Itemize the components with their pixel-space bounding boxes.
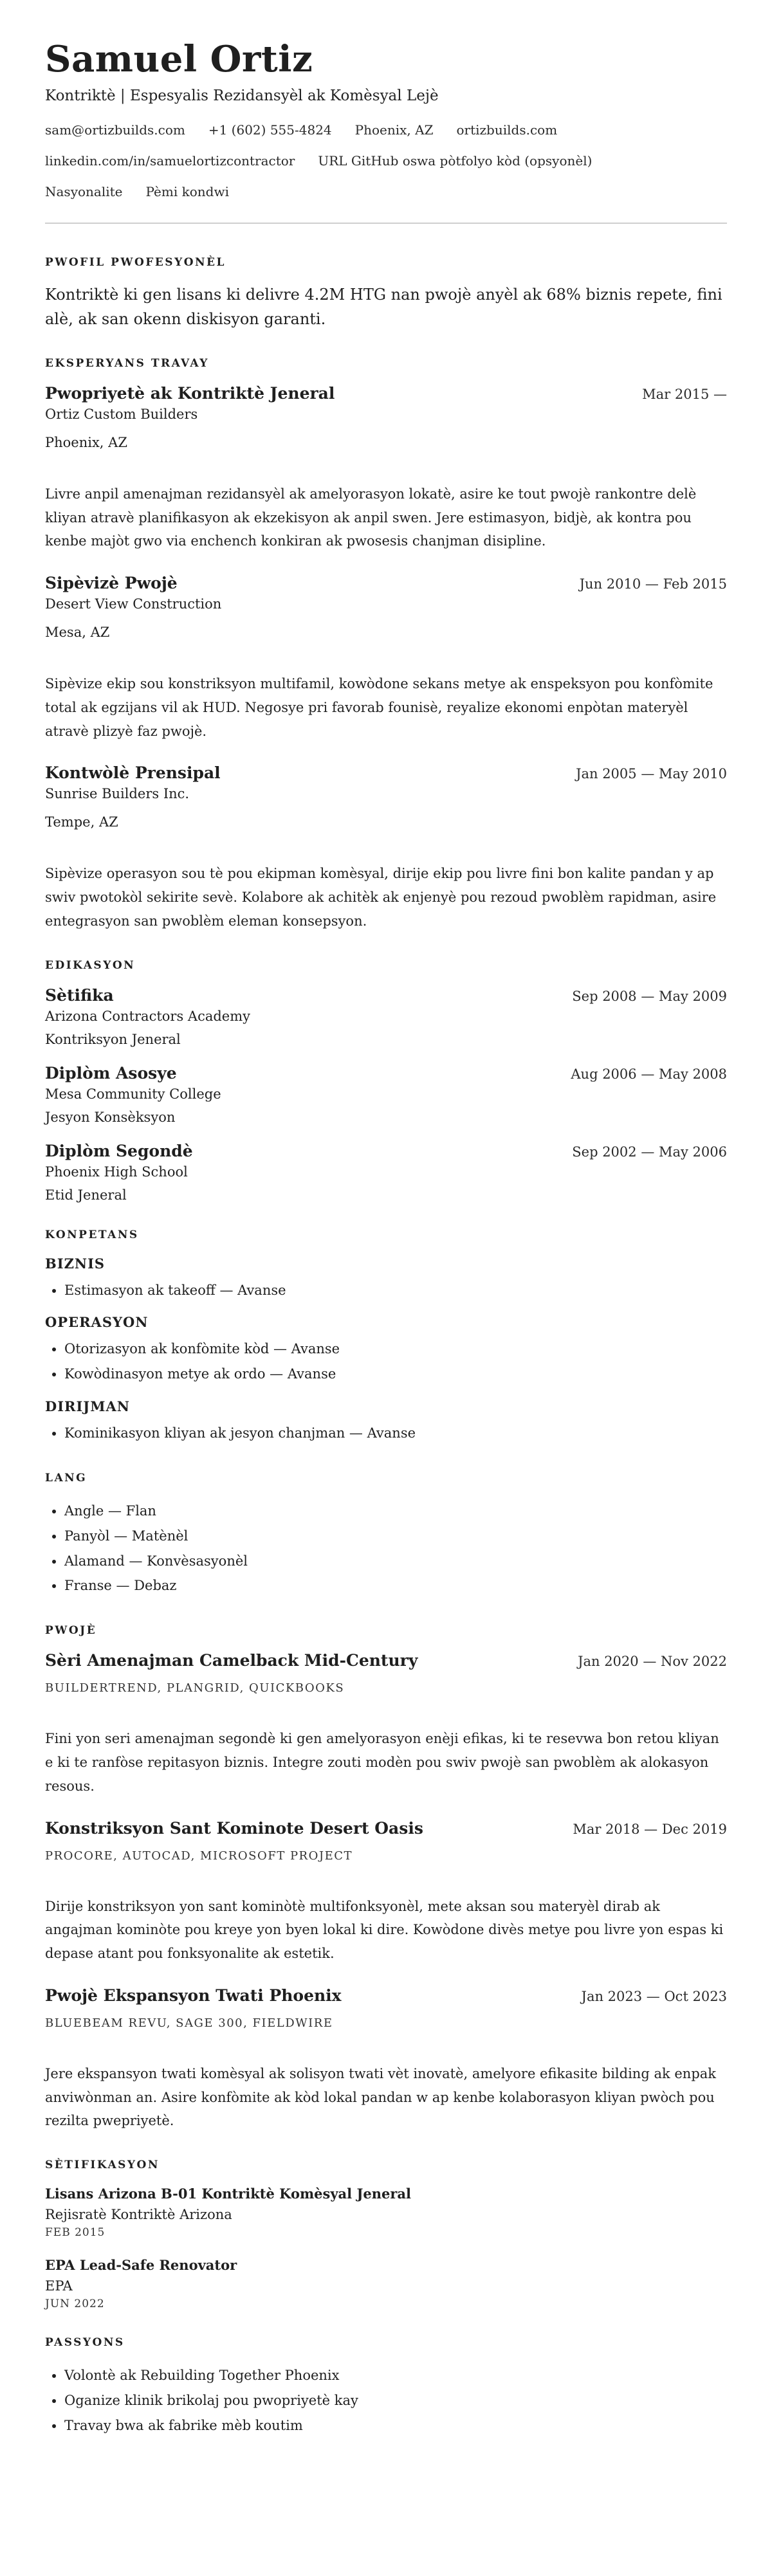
degree: Diplòm Asosye xyxy=(45,1063,177,1082)
summary-title: PWOFIL PWOFESYONÈL xyxy=(45,256,226,269)
header-divider xyxy=(45,223,727,224)
headline: Kontriktè | Espesyalis Rezidansyèl ak Komèsyal Lejè xyxy=(45,87,439,105)
email-link[interactable]: sam@ortizbuilds.com xyxy=(45,122,185,138)
passion-item: • Oganize klinik brikolaj pou pwopriyetè kay xyxy=(64,2388,727,2413)
project-dates: Mar 2018 — Dec 2019 xyxy=(573,1821,727,1837)
job-role: Kontwòlè Prensipal xyxy=(45,763,221,783)
job-dates: Mar 2015 — xyxy=(642,386,727,402)
skill-list xyxy=(45,1421,727,1446)
education-section xyxy=(45,959,727,1203)
skill-list xyxy=(45,1278,727,1303)
portfolio-link[interactable]: URL GitHub oswa pòtfolyo kòd (opsyonèl) xyxy=(318,153,593,169)
school: Phoenix High School xyxy=(45,1164,188,1180)
project-description: Jere ekspansyon twati komèsyal ak solisyon twati vèt inovatè, amelyore efikasite bilding ak enpak anviwònman an. Asire konfòmite ak kòd lokal pandan w ap kenbe kolaborasyon kliyan pwòch pou rezilta pwepriyetè. xyxy=(45,2065,717,2129)
projects-title: PWOJÈ xyxy=(45,1624,97,1638)
certification-item xyxy=(45,2257,727,2310)
language-item: • Angle — Flan xyxy=(64,1499,727,1524)
language-item: • Franse — Debaz xyxy=(64,1573,727,1598)
job-location: Phoenix, AZ xyxy=(45,434,127,450)
experience-section xyxy=(45,357,727,933)
field-of-study: Kontriksyon Jeneral xyxy=(45,1031,181,1047)
skill-item: • Estimasyon ak takeoff — Avanse xyxy=(64,1278,727,1303)
education-dates: Sep 2008 — May 2009 xyxy=(572,988,727,1004)
education-dates: Sep 2002 — May 2006 xyxy=(572,1144,727,1160)
passion-item: • Travay bwa ak fabrike mèb koutim xyxy=(64,2413,727,2438)
projects-section xyxy=(45,1624,727,2133)
skill-item: • Kominikasyon kliyan ak jesyon chanjman — Avanse xyxy=(64,1421,727,1446)
project-name: Pwojè Ekspansyon Twati Phoenix xyxy=(45,1986,342,2005)
skills-title: KONPETANS xyxy=(45,1228,139,1241)
skill-group-title: BIZNIS xyxy=(45,1255,106,1272)
candidate-name: Samuel Ortiz xyxy=(45,38,313,80)
job-dates: Jan 2005 — May 2010 xyxy=(576,766,727,782)
project-tech: PROCORE, AUTOCAD, MICROSOFT PROJECT xyxy=(45,1849,353,1863)
certification-date: JUN 2022 xyxy=(45,2297,105,2311)
languages-title: LANG xyxy=(45,1471,87,1484)
skill-list xyxy=(45,1337,727,1387)
skill-group-title: OPERASYON xyxy=(45,1314,149,1331)
skill-group-title: DIRIJMAN xyxy=(45,1398,130,1415)
experience-title: EKSPERYANS TRAVAY xyxy=(45,356,209,370)
field-of-study: Jesyon Konsèksyon xyxy=(45,1109,176,1125)
contact-row-1 xyxy=(45,122,727,138)
linkedin-link[interactable]: linkedin.com/in/samuelortizcontractor xyxy=(45,153,295,169)
certification-date: FEB 2015 xyxy=(45,2226,106,2240)
education-item xyxy=(45,1142,727,1203)
summary-text: Kontriktè ki gen lisans ki delivre 4.2M HTG nan pwojè anyèl ak 68% biznis repete, fini alè, ak san okenn diskisyon garanti. xyxy=(45,286,722,328)
passion-item: • Volontè ak Rebuilding Together Phoenix xyxy=(64,2363,727,2388)
contact-row-2 xyxy=(45,153,727,169)
education-title: EDIKASYON xyxy=(45,958,136,972)
job-company: Ortiz Custom Builders xyxy=(45,406,198,422)
summary-section xyxy=(45,256,727,331)
job-company: Sunrise Builders Inc. xyxy=(45,786,190,802)
language-list xyxy=(45,1499,727,1598)
project-name: Sèri Amenajman Camelback Mid-Century xyxy=(45,1651,418,1670)
phone-number[interactable]: +1 (602) 555-4824 xyxy=(208,122,332,138)
job-description: Sipèvize ekip sou konstriksyon multifamil, kowòdone sekans metye ak enspeksyon pou konfòmite total ak egzijans vil ak HUD. Negosye pri favorab founisè, reyalize ekonomi enpòtan materyèl atravè plizyè faz pwojè. xyxy=(45,676,713,739)
resume-header xyxy=(45,39,727,199)
project-item xyxy=(45,1651,727,1798)
job-description: Sipèvize operasyon sou tè pou ekipman komèsyal, dirije ekip pou livre fini bon kalite pandan y ap swiv pwotokòl sekirite sevè. Kolabore ak achitèk ak enjenyè pou rezoud pwoblèm rapidman, asire entegrasyon san pwoblèm eleman konsepsyon. xyxy=(45,866,717,929)
field-of-study: Etid Jeneral xyxy=(45,1187,127,1203)
skill-item: • Otorizasyon ak konfòmite kòd — Avanse xyxy=(64,1337,727,1362)
language-item: • Alamand — Konvèsasyonèl xyxy=(64,1549,727,1574)
degree: Diplòm Segondè xyxy=(45,1141,193,1160)
project-dates: Jan 2020 — Nov 2022 xyxy=(578,1654,727,1670)
project-item xyxy=(45,1819,727,1966)
project-description: Dirije konstriksyon yon sant kominòtè multifonksyonèl, mete aksan sou materyèl dirab ak angajman kominòte pou kreye yon byen lokal ki dire. Kowòdone divès metye pou livre yon espas ki depase atant pou fonksyonalite ak estetik. xyxy=(45,1898,724,1962)
website-link[interactable]: ortizbuilds.com xyxy=(456,122,558,138)
certifications-section xyxy=(45,2159,727,2310)
job-dates: Jun 2010 — Feb 2015 xyxy=(579,576,727,592)
drivers-license: Pèmi kondwi xyxy=(145,184,229,200)
passions-section xyxy=(45,2336,727,2438)
education-dates: Aug 2006 — May 2008 xyxy=(571,1066,727,1082)
project-name: Konstriksyon Sant Kominote Desert Oasis xyxy=(45,1818,423,1838)
project-dates: Jan 2023 — Oct 2023 xyxy=(581,1988,727,2004)
education-item xyxy=(45,1064,727,1125)
project-tech: BUILDERTREND, PLANGRID, QUICKBOOKS xyxy=(45,1681,345,1695)
degree: Sètifika xyxy=(45,985,114,1005)
nationality: Nasyonalite xyxy=(45,184,123,200)
certification-issuer: EPA xyxy=(45,2278,73,2294)
job-location: Mesa, AZ xyxy=(45,625,110,641)
job-role: Pwopriyetè ak Kontriktè Jeneral xyxy=(45,383,335,403)
languages-section xyxy=(45,1472,727,1598)
location: Phoenix, AZ xyxy=(354,122,434,138)
school: Mesa Community College xyxy=(45,1086,221,1102)
language-item: • Panyòl — Matènèl xyxy=(64,1524,727,1549)
certification-name: EPA Lead-Safe Renovator xyxy=(45,2257,237,2274)
job-role: Sipèvizè Pwojè xyxy=(45,574,178,593)
project-description: Fini yon seri amenajman segondè ki gen amelyorasyon enèji efikas, ki te resevwa bon retou kliyan e ki te ranfòse repitasyon biznis. Integre zouti modèn pou swiv pwojè san pwoblèm ak alokasyon resous. xyxy=(45,1731,719,1794)
job-location: Tempe, AZ xyxy=(45,814,118,830)
passion-list xyxy=(45,2363,727,2438)
certification-name: Lisans Arizona B-01 Kontriktè Komèsyal Jeneral xyxy=(45,2186,412,2202)
project-tech: BLUEBEAM REVU, SAGE 300, FIELDWIRE xyxy=(45,2016,333,2030)
certification-item xyxy=(45,2186,727,2239)
skills-section xyxy=(45,1229,727,1446)
experience-item xyxy=(45,574,727,743)
experience-item xyxy=(45,384,727,553)
project-item xyxy=(45,1986,727,2133)
school: Arizona Contractors Academy xyxy=(45,1008,251,1024)
skill-item: • Kowòdinasyon metye ak ordo — Avanse xyxy=(64,1362,727,1387)
contact-row-3 xyxy=(45,184,727,199)
experience-item xyxy=(45,763,727,933)
passions-title: PASSYONS xyxy=(45,2336,125,2350)
certification-issuer: Rejisratè Kontriktè Arizona xyxy=(45,2207,232,2223)
education-item xyxy=(45,986,727,1047)
job-company: Desert View Construction xyxy=(45,596,222,612)
certifications-title: SÈTIFIKASYON xyxy=(45,2159,160,2172)
job-description: Livre anpil amenajman rezidansyèl ak amelyorasyon lokatè, asire ke tout pwojè rankontre delè kliyan atravè planifikasyon ak ekzekisyon ak anpil swen. Jere estimasyon, bidjè, ak kontra pou kenbe majòt gwo via enchench konkiran ak pwosesis chanjman disipline. xyxy=(45,486,697,549)
